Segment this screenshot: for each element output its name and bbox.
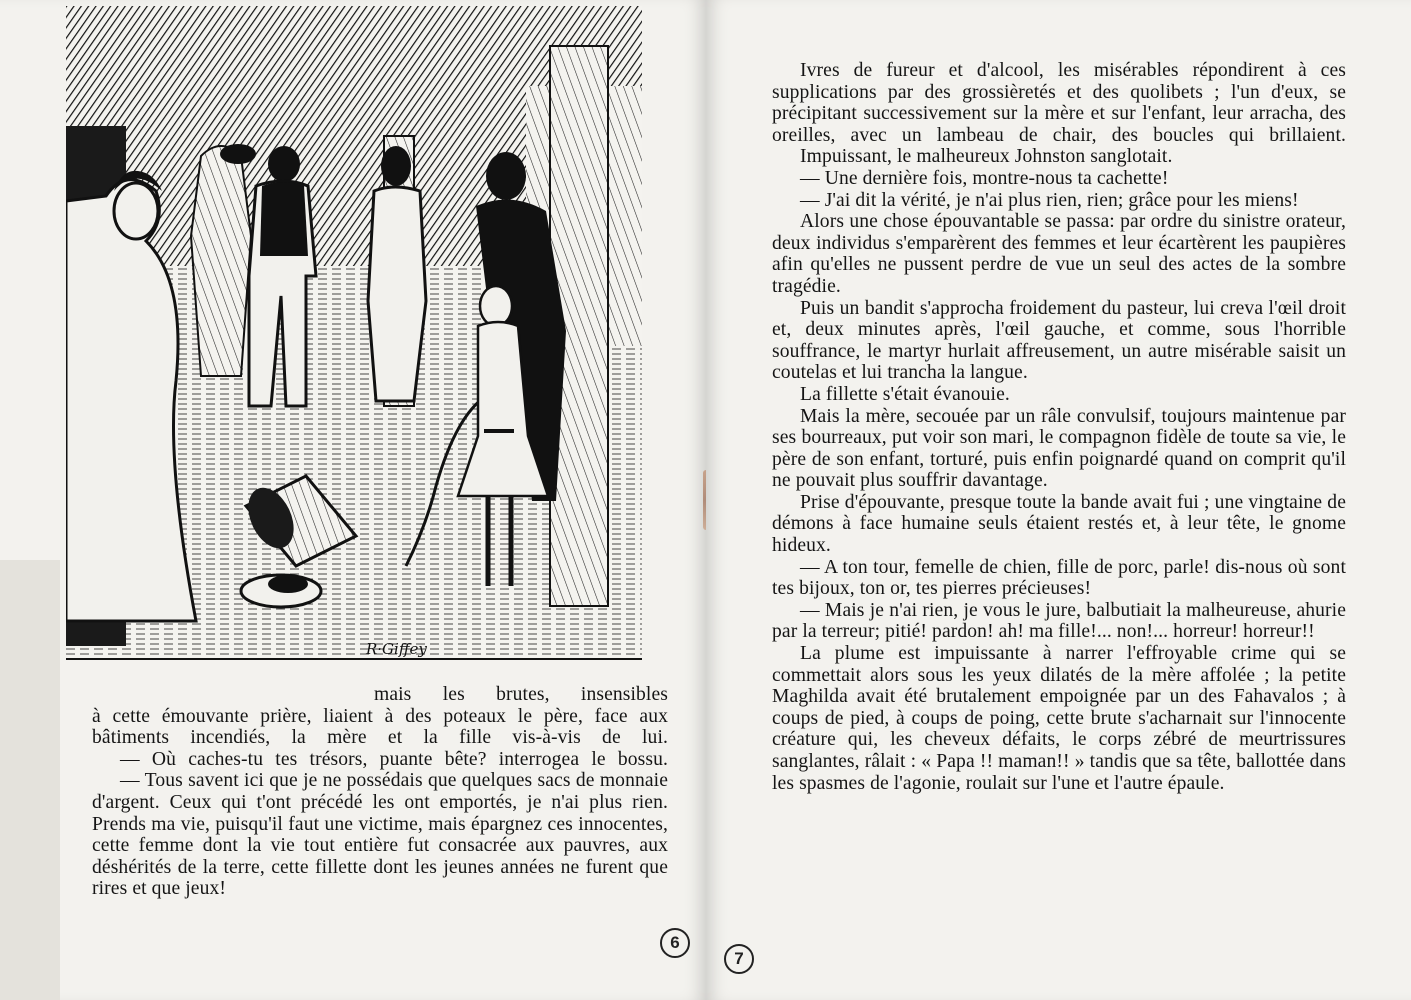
paragraph: — Tous savent ici que je ne possédais que quelques sacs de monnaie d'argent. Ceux qui t'ont précédé les ont emportés, je n'ai plus rien. Prends ma vie, puisqu'il faut une victime, mais épargnez ces innocentes, cette femme dont la vie tout entière fut consacrée aux pauvres, aux déshérités de la terre, cette fillette dont les jeunes années ne furent que rires et que jeux! [92,770,668,900]
paragraph: — Mais je n'ai rien, je vous le jure, balbutiait la malheureuse, ahurie par la terreur; pitié! pardon! ah! ma fille!... non!... horreur! horreur!! [772,599,1346,643]
paragraph: — A ton tour, femelle de chien, fille de porc, parle! dis-nous où sont tes bijoux, ton or, tes pierres précieuses! [772,556,1346,600]
paragraph: — Une dernière fois, montre-nous ta cachette! [800,167,1169,189]
paragraph: — Où caches-tu tes trésors, puante bête? interrogea le bossu. [120,748,668,770]
paragraph-opener: mais les brutes, insensibles [374,684,668,705]
paragraph: à cette émouvante prière, liaient à des poteaux le père, face aux bâtiments incendiés, la mère et la fille vis-à-vis de lui. [92,705,668,749]
page-number-left: 6 [660,928,690,958]
paragraph: Ivres de fureur et d'alcool, les misérables répondirent à ces supplications par des grossièretés et des quolibets ; l'un d'eux, se précipitant successivement sur la mère et sur l'enfant, leur arracha, des oreilles, avec un lambeau de chair, des boucles qui brillaient. [772,60,1346,146]
right-page-text [772,60,1346,794]
paragraph: Alors une chose épouvantable se passa: par ordre du sinistre orateur, deux individus s'emparèrent des femmes et leur écartèrent les paupières afin qu'elles ne pussent perdre de vue un seul des actes de la sombre tragédie. [772,211,1346,297]
illustration-drawing [66,6,642,660]
bleed-through-shadow [0,560,60,1000]
illustration-signature: R·Giffey [366,640,427,658]
page-number-right: 7 [724,944,754,974]
paragraph: La fillette s'était évanouie. [800,383,1010,405]
paragraph: Prise d'épouvante, presque toute la bande avait fui ; une vingtaine de démons à face humaine seuls étaient restés et, à leur tête, le gnome hideux. [772,491,1346,557]
paragraph: Mais la mère, secouée par un râle convulsif, toujours maintenue par ses bourreaux, put voir son mari, le compagnon fidèle de toute sa vie, le père de son enfant, torturé, puis enfin poignardé quand on comprit qu'il ne pouvait plus souffrir davantage. [772,405,1346,492]
engraving-illustration [66,6,642,660]
paragraph: La plume est impuissante à narrer l'effroyable crime qui se commettait alors sous les yeux dilatés de la mère affolée ; la petite Maghilda avait été brutalement empoignée par un des Fahavalos ; à coups de pied, à coups de poing, cette brute s'acharnait sur l'innocente créature qui, les cheveux défaits, le corps zébré de meurtrissures sanglantes, râlait : « Papa !! maman!! » tandis que sa tête, ballottée dans les spasmes de l'agonie, roulait sur l'une et l'autre épaule. [772,643,1346,794]
paragraph: — J'ai dit la vérité, je n'ai plus rien, rien; grâce pour les miens! [800,189,1299,211]
left-page-text [92,684,668,900]
paragraph: Puis un bandit s'approcha froidement du pasteur, lui creva l'œil droit et, deux minutes après, l'œil gauche, et comme, sous l'horrible souffrance, le martyr hurlait affreusement, un autre misérable saisit un coutelas et lui trancha la langue. [772,297,1346,384]
paragraph: Impuissant, le malheureux Johnston sanglotait. [800,146,1173,168]
